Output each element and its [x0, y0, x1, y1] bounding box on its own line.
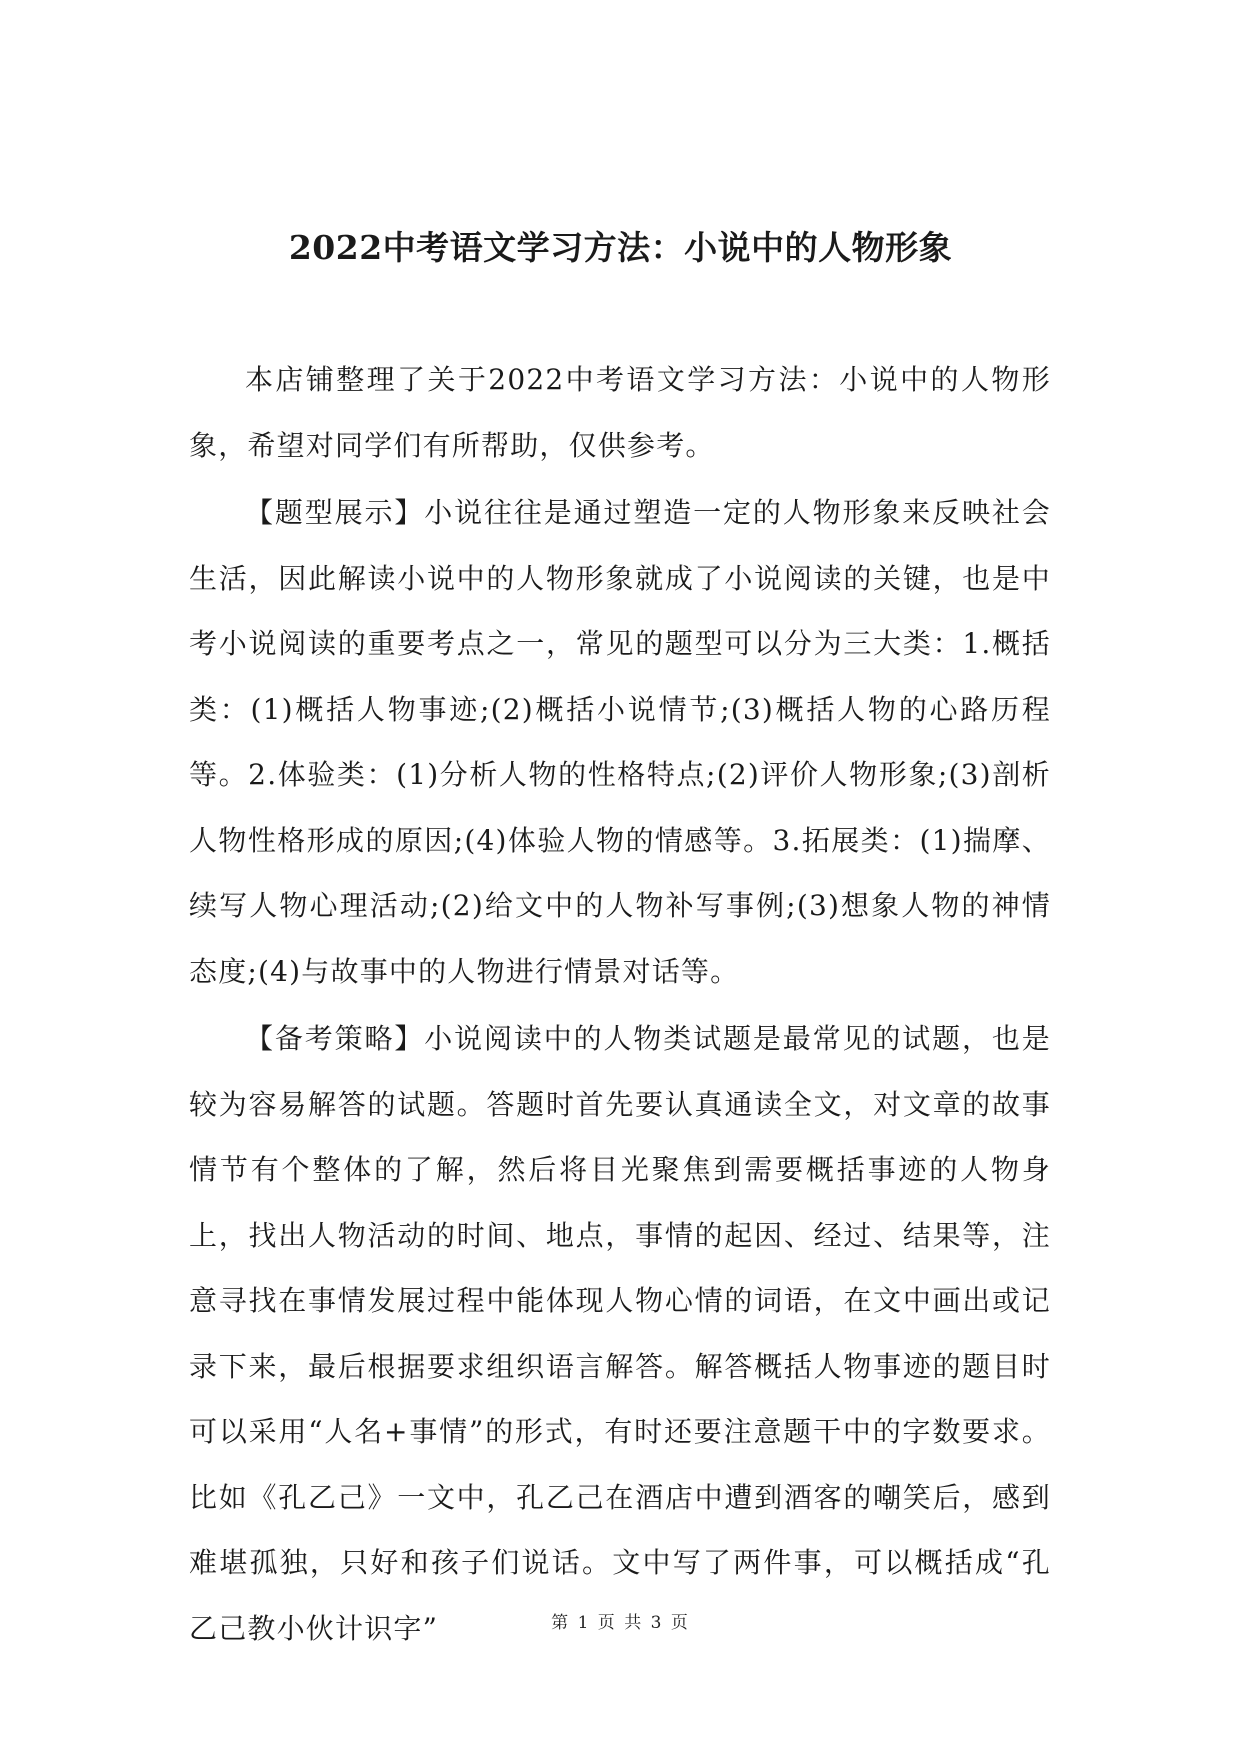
page-number: 第 1 页 共 3 页 [551, 1613, 690, 1633]
document-body [189, 347, 1051, 1661]
document-title: 2022中考语文学习方法：小说中的人物形象 [288, 228, 953, 267]
question-types-paragraph: 【题型展示】小说往往是通过塑造一定的人物形象来反映社会生活，因此解读小说中的人物形象就成了小说阅读的关键，也是中考小说阅读的重要考点之一，常见的题型可以分为三大类：1.概括类：(1)概括人物事迹;(2)概括小说情节;(3)概括人物的心路历程等。2.体验类：(1)分析人物的性格特点;(2)评价人物形象;(3)剖析人物性格形成的原因;(4)体验人物的情感等。3.拓展类：(1)揣摩、续写人物心理活动;(2)给文中的人物补写事例;(3)想象人物的神情态度;(4)与故事中的人物进行情景对话等。 [189, 496, 1051, 988]
intro-paragraph: 本店铺整理了关于2022中考语文学习方法：小说中的人物形象，希望对同学们有所帮助，仅供参考。 [189, 363, 1051, 462]
strategy-paragraph: 【备考策略】小说阅读中的人物类试题是最常见的试题，也是较为容易解答的试题。答题时首先要认真通读全文，对文章的故事情节有个整体的了解，然后将目光聚焦到需要概括事迹的人物身上，找出人物活动的时间、地点，事情的起因、经过、结果等，注意寻找在事情发展过程中能体现人物心情的词语，在文中画出或记录下来，最后根据要求组织语言解答。解答概括人物事迹的题目时可以采用“人名+事情”的形式，有时还要注意题干中的字数要求。比如《孔乙己》一文中，孔乙己在酒店中遭到酒客的嘲笑后，感到难堪孤独，只好和孩子们说话。文中写了两件事，可以概括成“孔乙己教小伙计识字” [189, 1022, 1051, 1645]
